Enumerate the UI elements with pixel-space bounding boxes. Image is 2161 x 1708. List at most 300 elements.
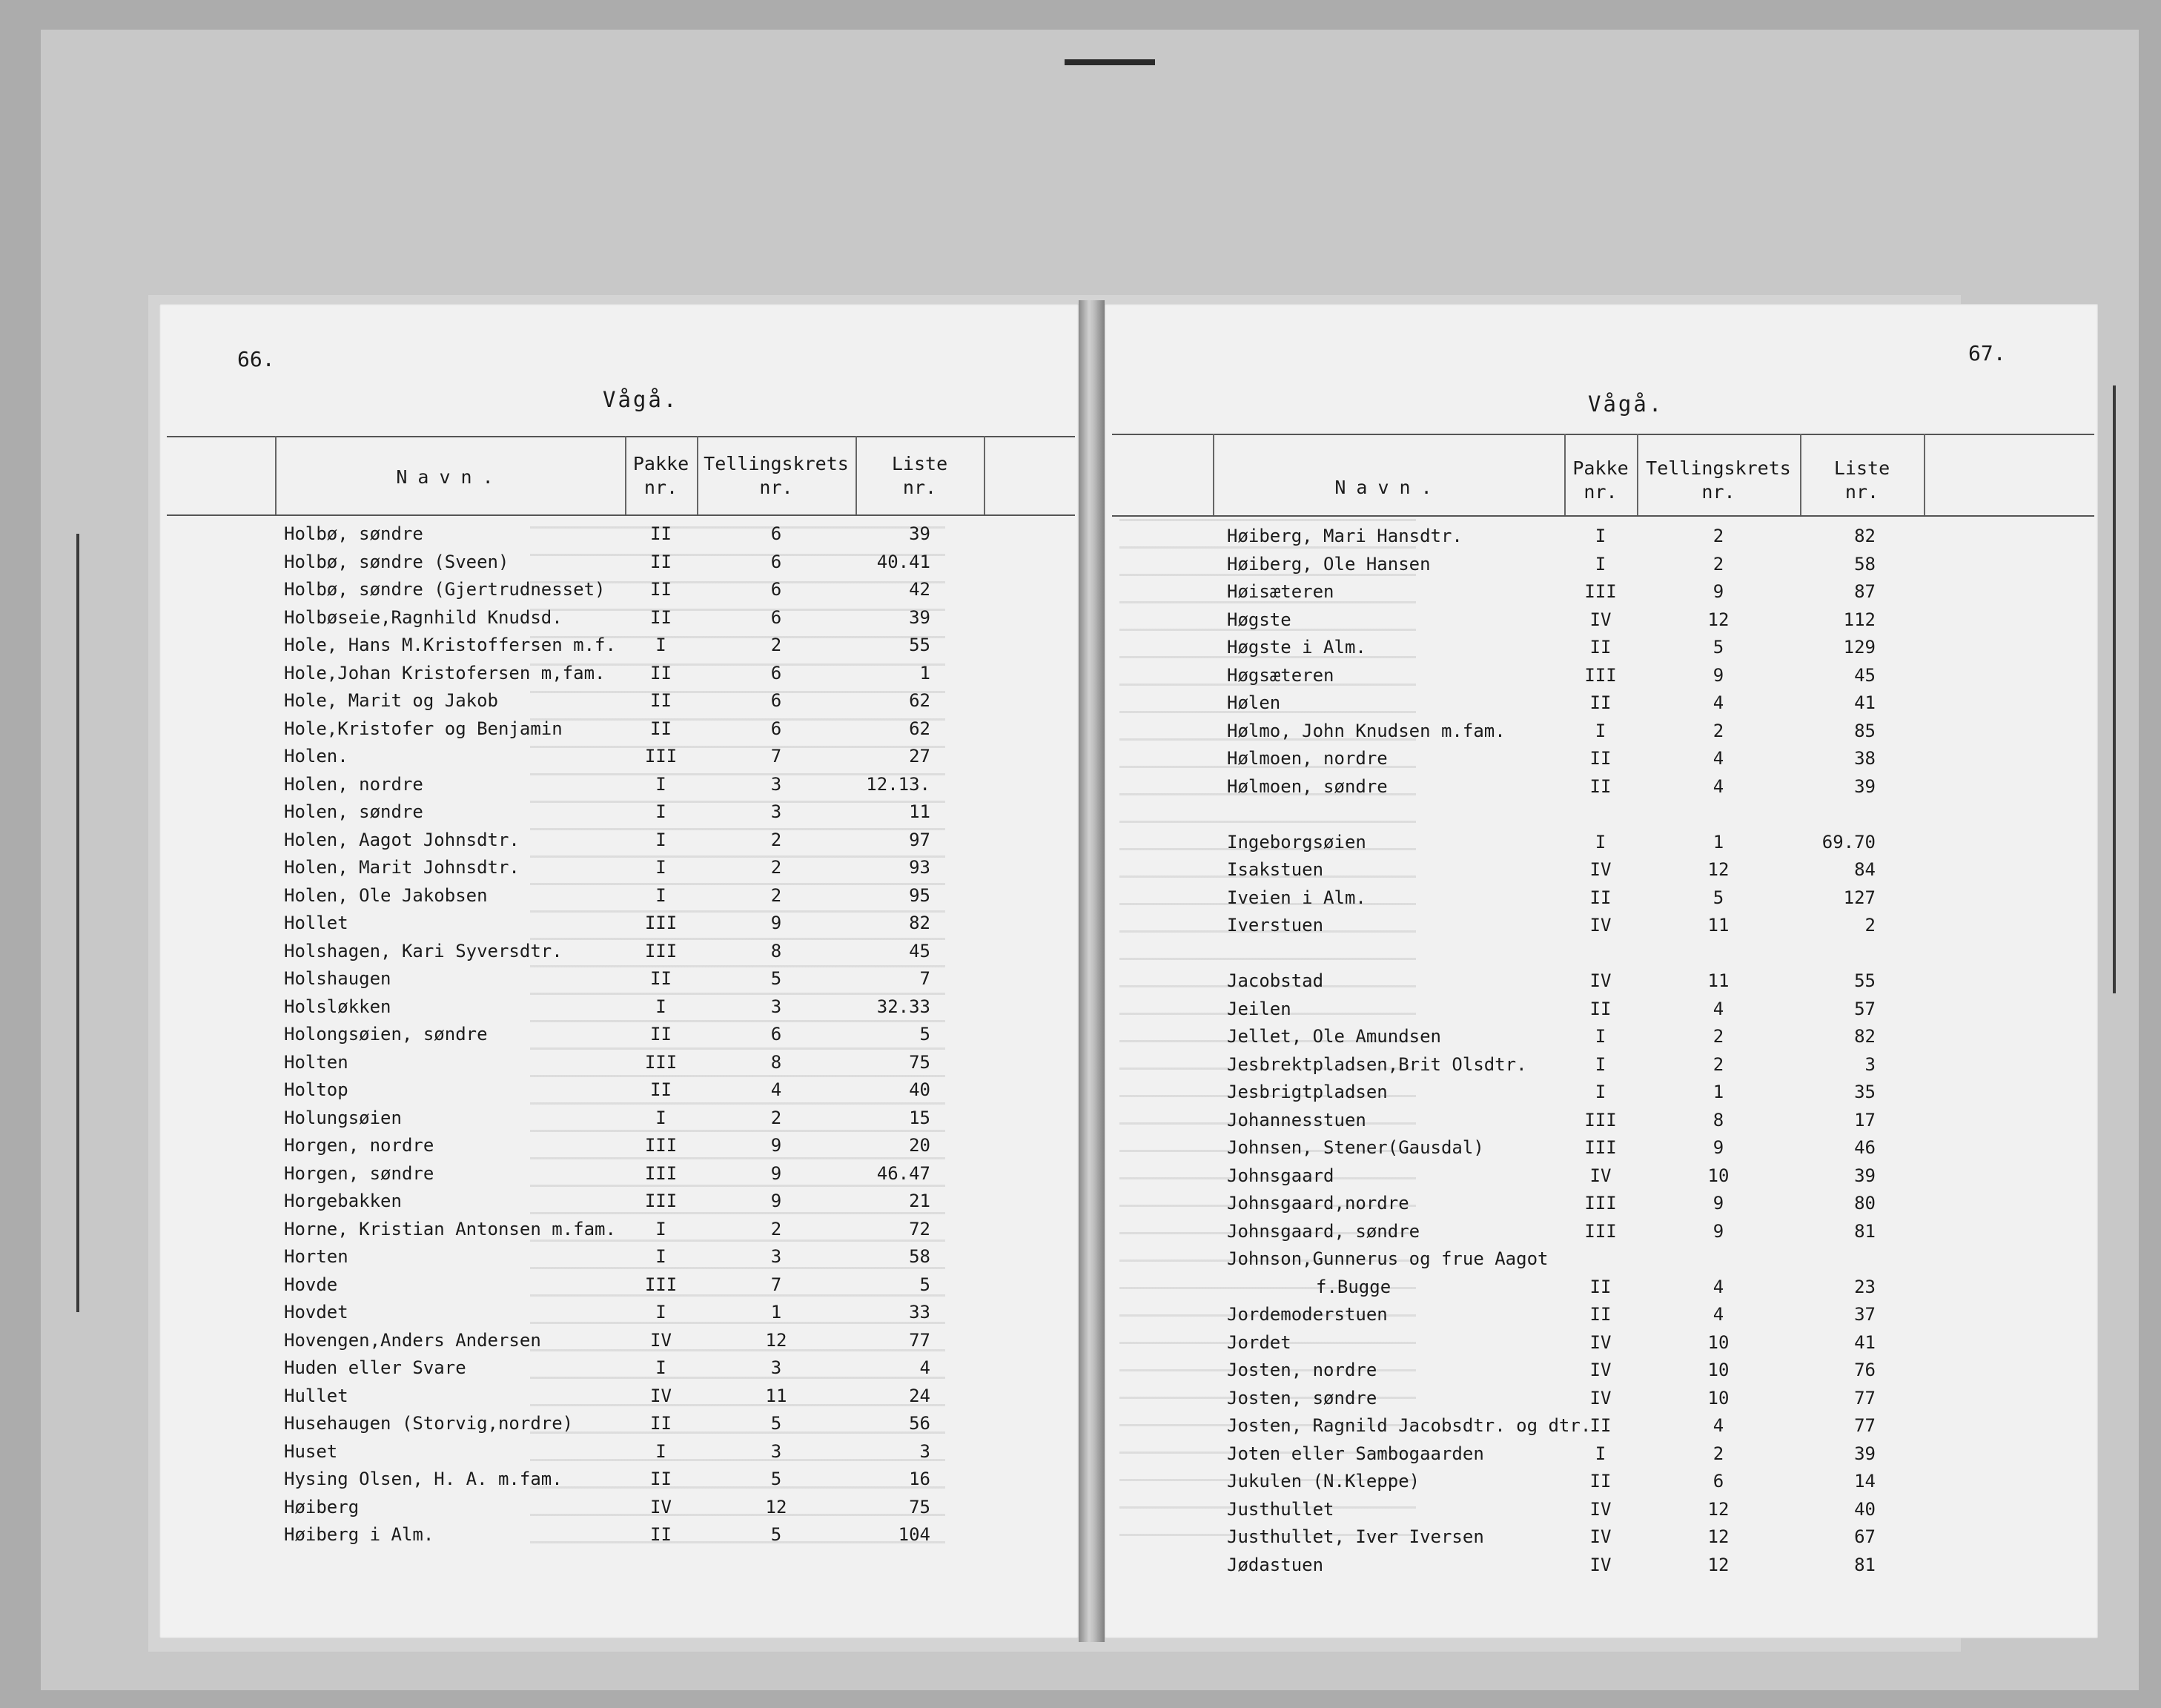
- cell-pakke: II: [650, 1024, 672, 1045]
- cell-navn: Hullet: [284, 1385, 348, 1406]
- cell-pakke: III: [1584, 1220, 1617, 1242]
- cell-pakke: I: [655, 801, 666, 822]
- cell-navn: Husehaugen (Storvig,nordre): [284, 1413, 574, 1434]
- cell-liste: 85: [1854, 720, 1876, 741]
- cell-navn: Hølen: [1227, 692, 1281, 713]
- cell-navn: Holungsøien: [284, 1107, 402, 1128]
- cell-liste: 84: [1854, 859, 1876, 880]
- cell-pakke: I: [655, 884, 666, 906]
- cell-krets: 10: [1707, 1387, 1730, 1409]
- cell-krets: 3: [770, 996, 782, 1017]
- cell-pakke: II: [1589, 998, 1612, 1019]
- cell-liste: 46.47: [876, 1162, 930, 1184]
- header-pakke: [1564, 457, 1637, 504]
- cell-krets: 2: [770, 1218, 782, 1239]
- cell-liste: 46: [1854, 1137, 1876, 1158]
- cell-pakke: II: [1589, 1276, 1612, 1297]
- cell-navn: Jødastuen: [1227, 1554, 1324, 1575]
- cell-krets: 7: [770, 746, 782, 767]
- cell-liste: 129: [1843, 637, 1876, 658]
- cell-navn: Hole, Marit og Jakob: [284, 690, 498, 711]
- cell-navn: Hovde: [284, 1274, 338, 1295]
- cell-navn: Hole,Kristofer og Benjamin: [284, 718, 563, 739]
- cell-krets: 6: [1712, 1471, 1724, 1492]
- cell-liste: 7: [919, 968, 930, 989]
- header-divider: [984, 436, 985, 514]
- cell-pakke: I: [1595, 1443, 1606, 1464]
- cell-krets: 3: [770, 1440, 782, 1462]
- cell-pakke: II: [650, 1524, 672, 1545]
- cell-krets: 2: [770, 884, 782, 906]
- right-page: [1105, 304, 2098, 1638]
- cell-liste: 39: [1854, 1165, 1876, 1186]
- cell-liste: 77: [1854, 1415, 1876, 1436]
- cell-krets: 1: [1712, 831, 1724, 853]
- cell-krets: 4: [1712, 748, 1724, 769]
- cell-navn: Holen, nordre: [284, 773, 423, 795]
- cell-pakke: II: [650, 1413, 672, 1434]
- cell-pakke: IV: [1589, 915, 1612, 936]
- cell-krets: 4: [1712, 1304, 1724, 1325]
- cell-pakke: III: [644, 1191, 678, 1211]
- cell-krets: 2: [1712, 1053, 1724, 1075]
- cell-krets: 12: [765, 1329, 787, 1351]
- cell-navn: Holbø, søndre: [284, 523, 423, 544]
- cell-liste: 55: [1854, 970, 1876, 991]
- header-krets-line2: nr.: [759, 477, 793, 498]
- cell-navn: Jellet, Ole Amundsen: [1227, 1026, 1441, 1047]
- cell-liste: 41: [1854, 692, 1876, 713]
- cell-liste: 80: [1854, 1193, 1876, 1214]
- cell-pakke: I: [655, 829, 666, 850]
- cell-navn: Horne, Kristian Antonsen m.fam.: [284, 1218, 616, 1239]
- cell-pakke: III: [644, 1162, 678, 1184]
- cell-pakke: IV: [650, 1385, 672, 1406]
- cell-liste: 40: [909, 1079, 930, 1100]
- cell-pakke: II: [650, 968, 672, 989]
- page-title: Vågå.: [603, 387, 679, 412]
- cell-krets: 6: [770, 523, 782, 544]
- cell-krets: 12: [1707, 609, 1730, 630]
- cell-krets: 2: [770, 829, 782, 850]
- header-liste: [1800, 457, 1924, 504]
- page-number: 66.: [237, 347, 275, 371]
- cell-pakke: I: [655, 1357, 666, 1378]
- cell-navn: Johnsgaard,nordre: [1227, 1193, 1409, 1214]
- cell-navn: Johnsen, Stener(Gausdal): [1227, 1137, 1484, 1158]
- header-liste-line2: nr.: [902, 477, 937, 498]
- page-number: 67.: [1968, 341, 2006, 365]
- cell-navn: Høiberg, Ole Hansen: [1227, 553, 1431, 575]
- cell-navn: Hollet: [284, 913, 348, 933]
- cell-liste: 20: [909, 1135, 930, 1156]
- cell-krets: 5: [770, 968, 782, 989]
- cell-krets: 6: [770, 718, 782, 739]
- cell-navn: Hovengen,Anders Andersen: [284, 1329, 541, 1351]
- cell-pakke: I: [655, 1246, 666, 1267]
- cell-liste: 104: [898, 1524, 930, 1545]
- cell-liste: 77: [909, 1329, 930, 1351]
- cell-krets: 9: [770, 913, 782, 933]
- cell-liste: 41: [1854, 1331, 1876, 1353]
- cell-navn: Justhullet, Iver Iversen: [1227, 1526, 1484, 1547]
- cell-pakke: II: [1589, 692, 1612, 713]
- cell-krets: 3: [770, 1357, 782, 1378]
- header-liste-line2: nr.: [1844, 481, 1879, 503]
- cell-krets: 9: [1712, 581, 1724, 602]
- cell-pakke: III: [1584, 1137, 1617, 1158]
- cell-krets: 4: [1712, 998, 1724, 1019]
- cell-liste: 76: [1854, 1360, 1876, 1380]
- cell-pakke: III: [1584, 664, 1617, 686]
- cell-krets: 12: [1707, 1498, 1730, 1520]
- cell-navn: Johnsgaard: [1227, 1165, 1334, 1186]
- cell-liste: 72: [909, 1218, 930, 1239]
- cell-liste: 39: [1854, 1443, 1876, 1464]
- cell-liste: 37: [1854, 1304, 1876, 1325]
- cell-krets: 10: [1707, 1165, 1730, 1186]
- cell-pakke: II: [1589, 775, 1612, 797]
- cell-krets: 2: [770, 857, 782, 878]
- cell-liste: 75: [909, 1051, 930, 1073]
- cell-liste: 3: [919, 1440, 930, 1462]
- cell-navn: Holshaugen: [284, 968, 391, 989]
- cell-liste: 55: [909, 635, 930, 655]
- cell-krets: 9: [1712, 1193, 1724, 1214]
- cell-pakke: III: [1584, 581, 1617, 602]
- cell-navn: Holsløkken: [284, 996, 391, 1017]
- header-pakke-line1: Pakke: [632, 453, 689, 474]
- cell-navn: Holten: [284, 1051, 348, 1073]
- cell-pakke: III: [644, 913, 678, 933]
- cell-liste: 39: [909, 606, 930, 628]
- cell-krets: 6: [770, 1024, 782, 1045]
- header-divider: [1213, 434, 1214, 515]
- cell-krets: 12: [1707, 1554, 1730, 1575]
- cell-liste: 97: [909, 829, 930, 850]
- cell-krets: 2: [1712, 1026, 1724, 1047]
- cell-liste: 1: [919, 662, 930, 683]
- cell-navn: Holshagen, Kari Syversdtr.: [284, 940, 563, 961]
- cell-navn: Holen, Marit Johnsdtr.: [284, 857, 520, 878]
- cell-liste: 24: [909, 1385, 930, 1406]
- cell-pakke: II: [650, 1079, 672, 1100]
- cell-pakke: III: [644, 1135, 678, 1156]
- cell-navn: Horgebakken: [284, 1191, 402, 1211]
- cell-navn: Jukulen (N.Kleppe): [1227, 1471, 1420, 1492]
- cell-liste: 75: [909, 1496, 930, 1517]
- cell-pakke: IV: [1589, 609, 1612, 630]
- cell-navn-cont: f.Bugge: [1316, 1276, 1391, 1297]
- cell-pakke: II: [1589, 1304, 1612, 1325]
- cell-liste: 38: [1854, 748, 1876, 769]
- cell-navn: Josten, nordre: [1227, 1360, 1377, 1380]
- cell-pakke: III: [644, 940, 678, 961]
- cell-liste: 40: [1854, 1498, 1876, 1520]
- cell-krets: 5: [770, 1469, 782, 1489]
- cell-krets: 6: [770, 662, 782, 683]
- cell-liste: 82: [909, 913, 930, 933]
- cell-krets: 3: [770, 801, 782, 822]
- header-pakke-line2: nr.: [643, 477, 678, 498]
- cell-navn: Jeilen: [1227, 998, 1291, 1019]
- cell-pakke: IV: [1589, 1331, 1612, 1353]
- cell-liste: 40.41: [876, 551, 930, 572]
- cell-liste: 62: [909, 690, 930, 711]
- cell-pakke: II: [650, 690, 672, 711]
- cell-krets: 9: [770, 1191, 782, 1211]
- cell-pakke: III: [644, 1051, 678, 1073]
- cell-navn: Ingeborgsøien: [1227, 831, 1366, 853]
- header-pakke-line2: nr.: [1583, 481, 1618, 503]
- cell-pakke: I: [655, 857, 666, 878]
- cell-krets: 9: [1712, 1137, 1724, 1158]
- cell-pakke: I: [655, 1440, 666, 1462]
- cell-liste: 32.33: [876, 996, 930, 1017]
- cell-pakke: IV: [1589, 1360, 1612, 1380]
- header-navn: Navn.: [396, 466, 504, 488]
- cell-pakke: IV: [650, 1329, 672, 1351]
- cell-liste: 62: [909, 718, 930, 739]
- cell-navn: Hole,Johan Kristofersen m,fam.: [284, 662, 606, 683]
- cell-liste: 21: [909, 1191, 930, 1211]
- cell-navn: Holtop: [284, 1079, 348, 1100]
- cell-krets: 2: [1712, 720, 1724, 741]
- cell-liste: 39: [909, 523, 930, 544]
- cell-pakke: I: [655, 773, 666, 795]
- cell-navn: Hysing Olsen, H. A. m.fam.: [284, 1469, 563, 1489]
- header-krets-line1: Tellingskrets: [1646, 457, 1791, 479]
- cell-krets: 9: [770, 1162, 782, 1184]
- cell-pakke: II: [1589, 887, 1612, 908]
- cell-liste: 45: [909, 940, 930, 961]
- page-title: Vågå.: [1588, 391, 1664, 417]
- cell-navn: Jordet: [1227, 1331, 1291, 1353]
- cell-liste: 16: [909, 1469, 930, 1489]
- cell-navn: Holbøseie,Ragnhild Knudsd.: [284, 606, 563, 628]
- cell-krets: 4: [770, 1079, 782, 1100]
- cell-navn: Johnson,Gunnerus og frue Aagot: [1227, 1248, 1549, 1269]
- cell-liste: 45: [1854, 664, 1876, 686]
- cell-liste: 27: [909, 746, 930, 767]
- cell-krets: 8: [770, 940, 782, 961]
- cell-liste: 93: [909, 857, 930, 878]
- left-edge-mark: [76, 534, 79, 1312]
- cell-navn: Holen.: [284, 746, 348, 767]
- cell-pakke: I: [1595, 553, 1606, 575]
- header-liste-line1: Liste: [891, 453, 948, 474]
- cell-krets: 3: [770, 773, 782, 795]
- cell-navn: Iveien i Alm.: [1227, 887, 1366, 908]
- header-pakke: [625, 452, 697, 500]
- cell-navn: Iverstuen: [1227, 915, 1324, 936]
- cell-liste: 15: [909, 1107, 930, 1128]
- cell-krets: 6: [770, 606, 782, 628]
- cell-navn: Horten: [284, 1246, 348, 1267]
- cell-pakke: IV: [1589, 859, 1612, 880]
- cell-pakke: IV: [1589, 1387, 1612, 1409]
- cell-pakke: I: [1595, 1026, 1606, 1047]
- cell-pakke: I: [655, 635, 666, 655]
- cell-liste: 81: [1854, 1554, 1876, 1575]
- cell-liste: 11: [909, 801, 930, 822]
- cell-navn: Hølmoen, nordre: [1227, 748, 1388, 769]
- cell-pakke: II: [650, 523, 672, 544]
- cell-pakke: II: [1589, 637, 1612, 658]
- cell-krets: 5: [770, 1413, 782, 1434]
- cell-liste: 95: [909, 884, 930, 906]
- cell-krets: 6: [770, 579, 782, 600]
- cell-pakke: I: [1595, 720, 1606, 741]
- cell-krets: 4: [1712, 692, 1724, 713]
- cell-krets: 2: [770, 1107, 782, 1128]
- header-bottom-rule: [1112, 515, 2094, 517]
- cell-pakke: III: [644, 746, 678, 767]
- cell-pakke: II: [650, 606, 672, 628]
- cell-navn: Jesbrigtpladsen: [1227, 1082, 1388, 1102]
- cell-navn: Høgste: [1227, 609, 1291, 630]
- cell-liste: 33: [909, 1302, 930, 1323]
- cell-pakke: I: [655, 1218, 666, 1239]
- cell-navn: Jesbrektpladsen,Brit Olsdtr.: [1227, 1053, 1527, 1075]
- cell-pakke: II: [650, 579, 672, 600]
- header-liste: [856, 452, 984, 500]
- cell-krets: 4: [1712, 1276, 1724, 1297]
- cell-pakke: IV: [1589, 1165, 1612, 1186]
- cell-krets: 9: [770, 1135, 782, 1156]
- cell-pakke: I: [655, 1107, 666, 1128]
- cell-navn: Holbø, søndre (Sveen): [284, 551, 509, 572]
- cell-krets: 11: [1707, 915, 1730, 936]
- cell-navn: Hovdet: [284, 1302, 348, 1323]
- cell-liste: 5: [919, 1024, 930, 1045]
- header-divider: [1924, 434, 1925, 515]
- cell-pakke: III: [1584, 1109, 1617, 1131]
- cell-pakke: II: [650, 1469, 672, 1489]
- cell-navn: Holen, søndre: [284, 801, 423, 822]
- cell-navn: Isakstuen: [1227, 859, 1324, 880]
- cell-pakke: II: [1589, 1415, 1612, 1436]
- cell-navn: Huden eller Svare: [284, 1357, 466, 1378]
- cell-pakke: II: [650, 718, 672, 739]
- cell-liste: 42: [909, 579, 930, 600]
- cell-pakke: I: [655, 1302, 666, 1323]
- cell-krets: 2: [1712, 553, 1724, 575]
- cell-krets: 5: [770, 1524, 782, 1545]
- right-edge-mark: [2113, 385, 2116, 993]
- cell-navn: Høiberg: [284, 1496, 360, 1517]
- header-top-rule: [167, 436, 1075, 437]
- cell-liste: 58: [1854, 553, 1876, 575]
- cell-navn: Horgen, nordre: [284, 1135, 434, 1156]
- cell-pakke: IV: [1589, 970, 1612, 991]
- cell-pakke: I: [1595, 526, 1606, 546]
- cell-krets: 12: [1707, 859, 1730, 880]
- cell-krets: 5: [1712, 637, 1724, 658]
- header-krets: [1637, 457, 1800, 504]
- cell-krets: 7: [770, 1274, 782, 1295]
- cell-navn: Jordemoderstuen: [1227, 1304, 1388, 1325]
- cell-navn: Johnsgaard, søndre: [1227, 1220, 1420, 1242]
- cell-liste: 12.13.: [866, 773, 930, 795]
- cell-navn: Hølmo, John Knudsen m.fam.: [1227, 720, 1506, 741]
- cell-liste: 69.70: [1821, 831, 1876, 853]
- cell-pakke: IV: [1589, 1554, 1612, 1575]
- cell-liste: 112: [1843, 609, 1876, 630]
- header-pakke-line1: Pakke: [1572, 457, 1629, 479]
- cell-pakke: I: [655, 996, 666, 1017]
- cell-navn: Hølmoen, søndre: [1227, 775, 1388, 797]
- cell-liste: 57: [1854, 998, 1876, 1019]
- header-krets-line2: nr.: [1701, 481, 1735, 503]
- top-ink-mark: [1065, 59, 1155, 65]
- cell-pakke: II: [1589, 748, 1612, 769]
- cell-liste: 58: [909, 1246, 930, 1267]
- cell-liste: 87: [1854, 581, 1876, 602]
- cell-navn: Hole, Hans M.Kristoffersen m.f.: [284, 635, 616, 655]
- cell-krets: 1: [1712, 1082, 1724, 1102]
- cell-pakke: III: [644, 1274, 678, 1295]
- cell-navn: Josten, Ragnild Jacobsdtr. og dtr.: [1227, 1415, 1592, 1436]
- cell-krets: 10: [1707, 1360, 1730, 1380]
- cell-navn: Johannesstuen: [1227, 1109, 1366, 1131]
- cell-navn: Holen, Aagot Johnsdtr.: [284, 829, 520, 850]
- cell-pakke: II: [650, 551, 672, 572]
- cell-liste: 2: [1864, 915, 1876, 936]
- cell-pakke: I: [1595, 1053, 1606, 1075]
- cell-krets: 12: [765, 1496, 787, 1517]
- cell-liste: 23: [1854, 1276, 1876, 1297]
- cell-navn: Joten eller Sambogaarden: [1227, 1443, 1484, 1464]
- cell-krets: 11: [1707, 970, 1730, 991]
- cell-krets: 12: [1707, 1526, 1730, 1547]
- cell-navn: Justhullet: [1227, 1498, 1334, 1520]
- header-navn: Navn.: [1334, 477, 1443, 498]
- cell-navn: Høgsæteren: [1227, 664, 1334, 686]
- cell-navn: Høisæteren: [1227, 581, 1334, 602]
- cell-krets: 2: [1712, 1443, 1724, 1464]
- cell-krets: 8: [770, 1051, 782, 1073]
- cell-krets: 8: [1712, 1109, 1724, 1131]
- cell-liste: 3: [1864, 1053, 1876, 1075]
- cell-liste: 35: [1854, 1082, 1876, 1102]
- header-krets-line1: Tellingskrets: [704, 453, 849, 474]
- cell-pakke: IV: [1589, 1498, 1612, 1520]
- cell-liste: 82: [1854, 526, 1876, 546]
- cell-pakke: III: [1584, 1193, 1617, 1214]
- book-gutter: [1079, 300, 1105, 1642]
- cell-krets: 9: [1712, 1220, 1724, 1242]
- cell-liste: 14: [1854, 1471, 1876, 1492]
- cell-navn: Huset: [284, 1440, 338, 1462]
- cell-liste: 81: [1854, 1220, 1876, 1242]
- left-page: [159, 304, 1079, 1638]
- cell-navn: Holen, Ole Jakobsen: [284, 884, 488, 906]
- cell-navn: Horgen, søndre: [284, 1162, 434, 1184]
- cell-krets: 9: [1712, 664, 1724, 686]
- cell-liste: 4: [919, 1357, 930, 1378]
- header-top-rule: [1112, 434, 2094, 435]
- cell-krets: 11: [765, 1385, 787, 1406]
- cell-liste: 17: [1854, 1109, 1876, 1131]
- cell-liste: 82: [1854, 1026, 1876, 1047]
- header-liste-line1: Liste: [1833, 457, 1890, 479]
- cell-krets: 10: [1707, 1331, 1730, 1353]
- cell-liste: 56: [909, 1413, 930, 1434]
- header-krets: [697, 452, 856, 500]
- cell-liste: 5: [919, 1274, 930, 1295]
- cell-krets: 5: [1712, 887, 1724, 908]
